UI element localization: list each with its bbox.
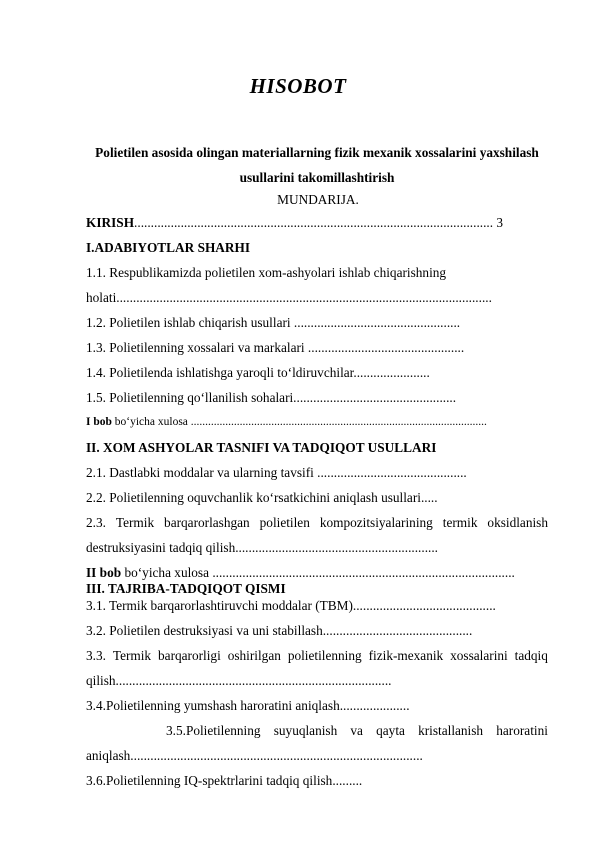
toc-word: kristallanish xyxy=(418,723,484,738)
toc-word: 3.5.Polietilenning xyxy=(166,723,261,738)
toc-entry-1-4[interactable]: 1.4. Polietilenda ishlatishga yaroqli to‘ldiruvchilar....................... xyxy=(86,365,430,380)
toc-word: polietilen xyxy=(259,515,310,530)
toc-word: 2.3. xyxy=(86,515,106,530)
toc-word: suyuqlanish xyxy=(273,723,338,738)
toc-entry-3-5-line-2[interactable]: aniqlash........................................................................................ xyxy=(86,748,423,763)
toc-chapter-2-heading[interactable]: II. XOM ASHYOLAR TASNIFI VA TADQIQOT USULLARI xyxy=(86,440,437,455)
toc-entry-kirish[interactable] xyxy=(86,215,503,231)
toc-entry-3-2[interactable]: 3.2. Polietilen destruksiyasi va uni stabillash............................................. xyxy=(86,623,473,638)
toc-entry-1-5[interactable]: 1.5. Polietilenning qo‘llanilish sohalari................................................. xyxy=(86,390,457,405)
contents-heading: MUNDARIJA. xyxy=(277,192,359,207)
toc-ch1-summary-bold: I bob xyxy=(86,416,112,428)
toc-entry-2-2[interactable]: 2.2. Polietilenning oquvchanlik ko‘rsatkichini aniqlash usullari..... xyxy=(86,490,438,505)
toc-entry-2-3-line-2[interactable]: destruksiyasini tadqiq qilish............................................................. xyxy=(86,540,438,555)
toc-kirish-dots: ............................................................................................................ xyxy=(134,215,494,230)
toc-word: barqarorlashgan xyxy=(164,515,250,530)
toc-word: xossalarini xyxy=(450,648,508,663)
toc-kirish-label: KIRISH xyxy=(86,215,135,230)
toc-chapter-3-heading[interactable]: III. TAJRIBA-TADQIQOT QISMI xyxy=(86,581,286,596)
toc-entry-3-3-line-2[interactable]: qilish................................................................................... xyxy=(86,673,392,688)
report-subtitle xyxy=(86,140,548,190)
toc-entry-2-1[interactable]: 2.1. Dastlabki moddalar va ularning tavsifi ............................................. xyxy=(86,465,467,480)
toc-word: barqarorligi xyxy=(158,648,221,663)
toc-entry-3-3-line-1[interactable] xyxy=(86,648,548,664)
toc-word: 3.3. xyxy=(86,648,106,663)
toc-word: polietilenning xyxy=(287,648,362,663)
toc-word: fizik-mexanik xyxy=(368,648,444,663)
toc-entry-3-1[interactable]: 3.1. Termik barqarorlashtiruvchi moddalar (TBM)........................................... xyxy=(86,598,496,613)
toc-entry-2-3-line-1[interactable] xyxy=(86,515,548,531)
toc-ch1-summary-rest: bo‘yicha xulosa ....................................................................................................... xyxy=(111,416,487,428)
subtitle-line-2: usullarini takomillashtirish xyxy=(239,170,395,185)
toc-word: termik xyxy=(442,515,478,530)
toc-word: oshirilgan xyxy=(227,648,281,663)
toc-word: oksidlanish xyxy=(487,515,548,530)
toc-chapter-1-summary[interactable] xyxy=(86,416,487,428)
toc-word: kompozitsiyalarining xyxy=(319,515,433,530)
toc-word: Termik xyxy=(115,515,155,530)
toc-entry-1-1-line-2[interactable]: holati................................................................................................................. xyxy=(86,290,492,305)
page-title: HISOBOT xyxy=(249,74,347,98)
toc-ch2-summary-rest: bo‘yicha xulosa ........................................................................................... xyxy=(121,565,515,580)
toc-chapter-2-summary[interactable] xyxy=(86,565,515,581)
toc-entry-3-4[interactable]: 3.4.Polietilenning yumshash haroratini aniqlash..................... xyxy=(86,698,410,713)
toc-word: haroratini xyxy=(496,723,548,738)
toc-chapter-1-heading[interactable]: I.ADABIYOTLAR SHARHI xyxy=(86,240,251,255)
toc-entry-3-5-line-1[interactable] xyxy=(166,723,548,739)
toc-word: va xyxy=(350,723,363,738)
toc-word: qayta xyxy=(376,723,405,738)
toc-entry-3-6[interactable]: 3.6.Polietilenning IQ-spektrlarini tadqiq qilish......... xyxy=(86,773,363,788)
toc-ch2-summary-bold: II bob xyxy=(86,565,122,580)
toc-entry-1-3[interactable]: 1.3. Polietilenning xossalari va markalari ............................................... xyxy=(86,340,465,355)
toc-word: Termik xyxy=(112,648,152,663)
toc-kirish-page: 3 xyxy=(493,215,504,230)
toc-word: tadqiq xyxy=(514,648,548,663)
toc-entry-1-2[interactable]: 1.2. Polietilen ishlab chiqarish usullari .................................................. xyxy=(86,315,461,330)
toc-entry-1-1-line-1[interactable]: 1.1. Respublikamizda polietilen xom-ashyolari ishlab chiqarishning xyxy=(86,265,447,280)
subtitle-line-1: Polietilen asosida olingan materiallarning fizik mexanik xossalarini yaxshilash xyxy=(95,145,539,160)
